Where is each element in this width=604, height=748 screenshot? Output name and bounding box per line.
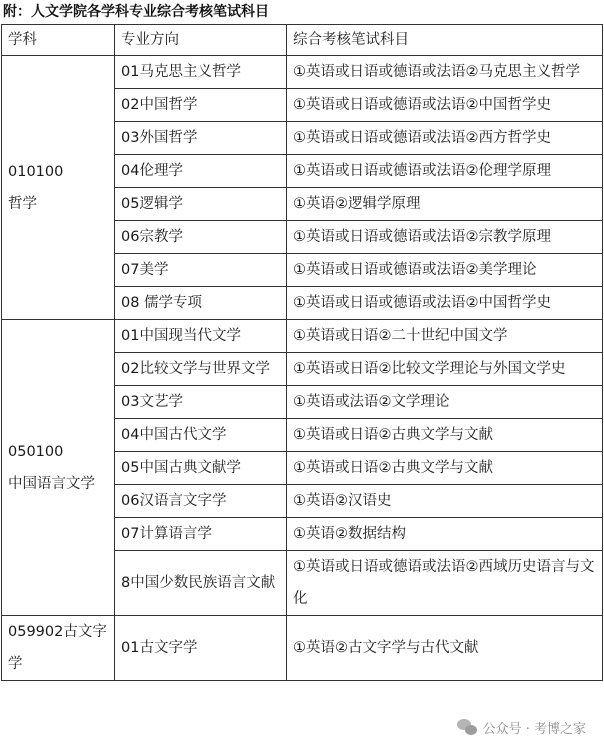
subject-cell: 059902古文字学 [2, 616, 115, 681]
table-caption: 附：人文学院各学科专业综合考核笔试科目 [3, 4, 269, 20]
exam-cell: ①英语或日语或德语或法语②伦理学原理 [287, 155, 603, 188]
exam-cell: ①英语或日语或德语或法语②中国哲学史 [287, 287, 603, 320]
direction-cell: 07美学 [115, 254, 287, 287]
direction-cell: 05逻辑学 [115, 188, 287, 221]
exam-cell: ①英语或日语或德语或法语②美学理论 [287, 254, 603, 287]
watermark [457, 716, 586, 738]
wechat-icon [457, 718, 479, 736]
exam-cell: ①英语②数据结构 [287, 518, 603, 551]
exam-cell: ①英语或日语②二十世纪中国文学 [287, 320, 603, 353]
exam-cell: ①英语或日语②比较文学理论与外国文学史 [287, 353, 603, 386]
exam-cell: ①英语或日语或德语或法语②马克思主义哲学 [287, 56, 603, 89]
exam-cell: ①英语或日语或德语或法语②中国哲学史 [287, 89, 603, 122]
exam-cell: ①英语或日语②古典文学与文献 [287, 452, 603, 485]
direction-cell: 8中国少数民族语言文献 [115, 551, 287, 616]
header-direction: 专业方向 [115, 25, 287, 56]
direction-cell: 01古文字学 [115, 616, 287, 681]
direction-cell: 07计算语言学 [115, 518, 287, 551]
table-row [2, 616, 603, 681]
exam-cell: ①英语或日语或德语或法语②西方哲学史 [287, 122, 603, 155]
direction-cell: 06汉语言文字学 [115, 485, 287, 518]
direction-cell: 04伦理学 [115, 155, 287, 188]
direction-cell: 03文艺学 [115, 386, 287, 419]
direction-cell: 02比较文学与世界文学 [115, 353, 287, 386]
exam-cell: ①英语或日语或德语或法语②西域历史语言与文化 [287, 551, 603, 616]
direction-cell: 06宗教学 [115, 221, 287, 254]
exam-cell: ①英语②古文字学与古代文献 [287, 616, 603, 681]
direction-cell: 03外国哲学 [115, 122, 287, 155]
subject-cell: 010100 哲学 [2, 56, 115, 320]
header-exam: 综合考核笔试科目 [287, 25, 603, 56]
direction-cell: 01中国现当代文学 [115, 320, 287, 353]
table-row [2, 56, 603, 89]
direction-cell: 04中国古代文学 [115, 419, 287, 452]
exam-cell: ①英语或日语或德语或法语②宗教学原理 [287, 221, 603, 254]
subject-cell: 050100 中国语言文学 [2, 320, 115, 616]
table-row [2, 320, 603, 353]
exam-cell: ①英语或日语②古典文学与文献 [287, 419, 603, 452]
direction-cell: 02中国哲学 [115, 89, 287, 122]
watermark-text: 公众号 · 考博之家 [482, 721, 586, 737]
exam-cell: ①英语②汉语史 [287, 485, 603, 518]
table-header-row [2, 25, 603, 56]
exam-subjects-table [1, 24, 603, 681]
exam-cell: ①英语②逻辑学原理 [287, 188, 603, 221]
direction-cell: 05中国古典文献学 [115, 452, 287, 485]
direction-cell: 01马克思主义哲学 [115, 56, 287, 89]
direction-cell: 08 儒学专项 [115, 287, 287, 320]
header-subject: 学科 [2, 25, 115, 56]
exam-cell: ①英语或法语②文学理论 [287, 386, 603, 419]
